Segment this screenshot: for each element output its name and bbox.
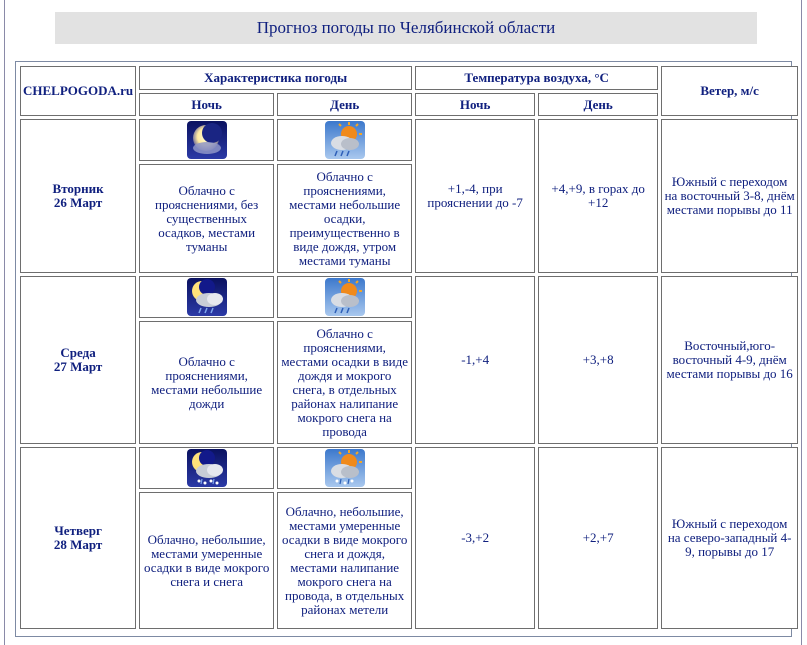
temp-night-header: Ночь [415,93,535,116]
sun-cloud-rain-icon [325,121,365,159]
temp-day-cell: +4,+9, в горах до +12 [538,119,658,273]
temperature-header: Температура воздуха, °C [415,66,658,90]
day-row-icons [20,447,798,489]
moon-cloud-sleet-icon [187,449,227,487]
site-name: CHELPOGODA.ru [20,66,136,116]
day-icon-cell [277,276,412,318]
day-icon-cell [277,119,412,161]
wind-header: Ветер, м/с [661,66,798,116]
wind-cell: Восточный,юго-восточный 4-9, днём местами порывы до 16 [661,276,798,444]
temp-night-cell: -1,+4 [415,276,535,444]
sun-cloud-sleet-icon [325,449,365,487]
weather-header: Характеристика погоды [139,66,412,90]
night-description: Облачно с прояснениями, местами небольшие дожди [139,321,274,444]
sun-cloud-rain-icon [325,278,365,316]
weather-day-header: День [277,93,412,116]
temp-day-header: День [538,93,658,116]
night-icon-cell [139,119,274,161]
temp-night-cell: -3,+2 [415,447,535,629]
moon-cloud-rain-icon [187,278,227,316]
wind-cell: Южный с переходом на северо-западный 4-9, порывы до 17 [661,447,798,629]
date-label: 27 Март [53,359,103,374]
header-row-top [20,66,798,90]
day-label-cell [20,276,136,444]
date-label: 28 Март [53,537,103,552]
day-label-cell [20,447,136,629]
temp-day-cell: +2,+7 [538,447,658,629]
moon-cloud-icon [187,121,227,159]
weekday-label: Четверг [54,523,102,538]
left-border-line [4,0,5,645]
weather-night-header: Ночь [139,93,274,116]
page-title-text: Прогноз погоды по Челябинской области [256,18,556,37]
day-row-icons [20,276,798,318]
wind-cell: Южный с переходом на восточный 3-8, днём местами порывы до 11 [661,119,798,273]
temp-night-cell: +1,-4, при прояснении до -7 [415,119,535,273]
date-label: 26 Март [53,195,103,210]
night-description: Облачно, небольшие, местами умеренные осадки в виде мокрого снега и снега [139,492,274,629]
forecast-table [17,63,801,632]
night-description: Облачно с прояснениями, без существенных осадков, местами туманы [139,164,274,273]
night-icon-cell [139,276,274,318]
day-row-icons [20,119,798,161]
day-description: Облачно с прояснениями, местами осадки в виде дождя и мокрого снега, в отдельных районах налипание мокрого снега на провода [277,321,412,444]
temp-day-cell: +3,+8 [538,276,658,444]
day-description: Облачно, небольшие, местами умеренные осадки в виде мокрого снега и дождя, местами налипание мокрого снега на провода, в отдельных районах метели [277,492,412,629]
weekday-label: Вторник [52,181,104,196]
page-title [55,12,757,44]
night-icon-cell [139,447,274,489]
day-icon-cell [277,447,412,489]
day-description: Облачно с прояснениями, местами небольшие осадки, преимущественно в виде дождя, утром местами туманы [277,164,412,273]
day-label-cell [20,119,136,273]
weekday-label: Среда [60,345,96,360]
